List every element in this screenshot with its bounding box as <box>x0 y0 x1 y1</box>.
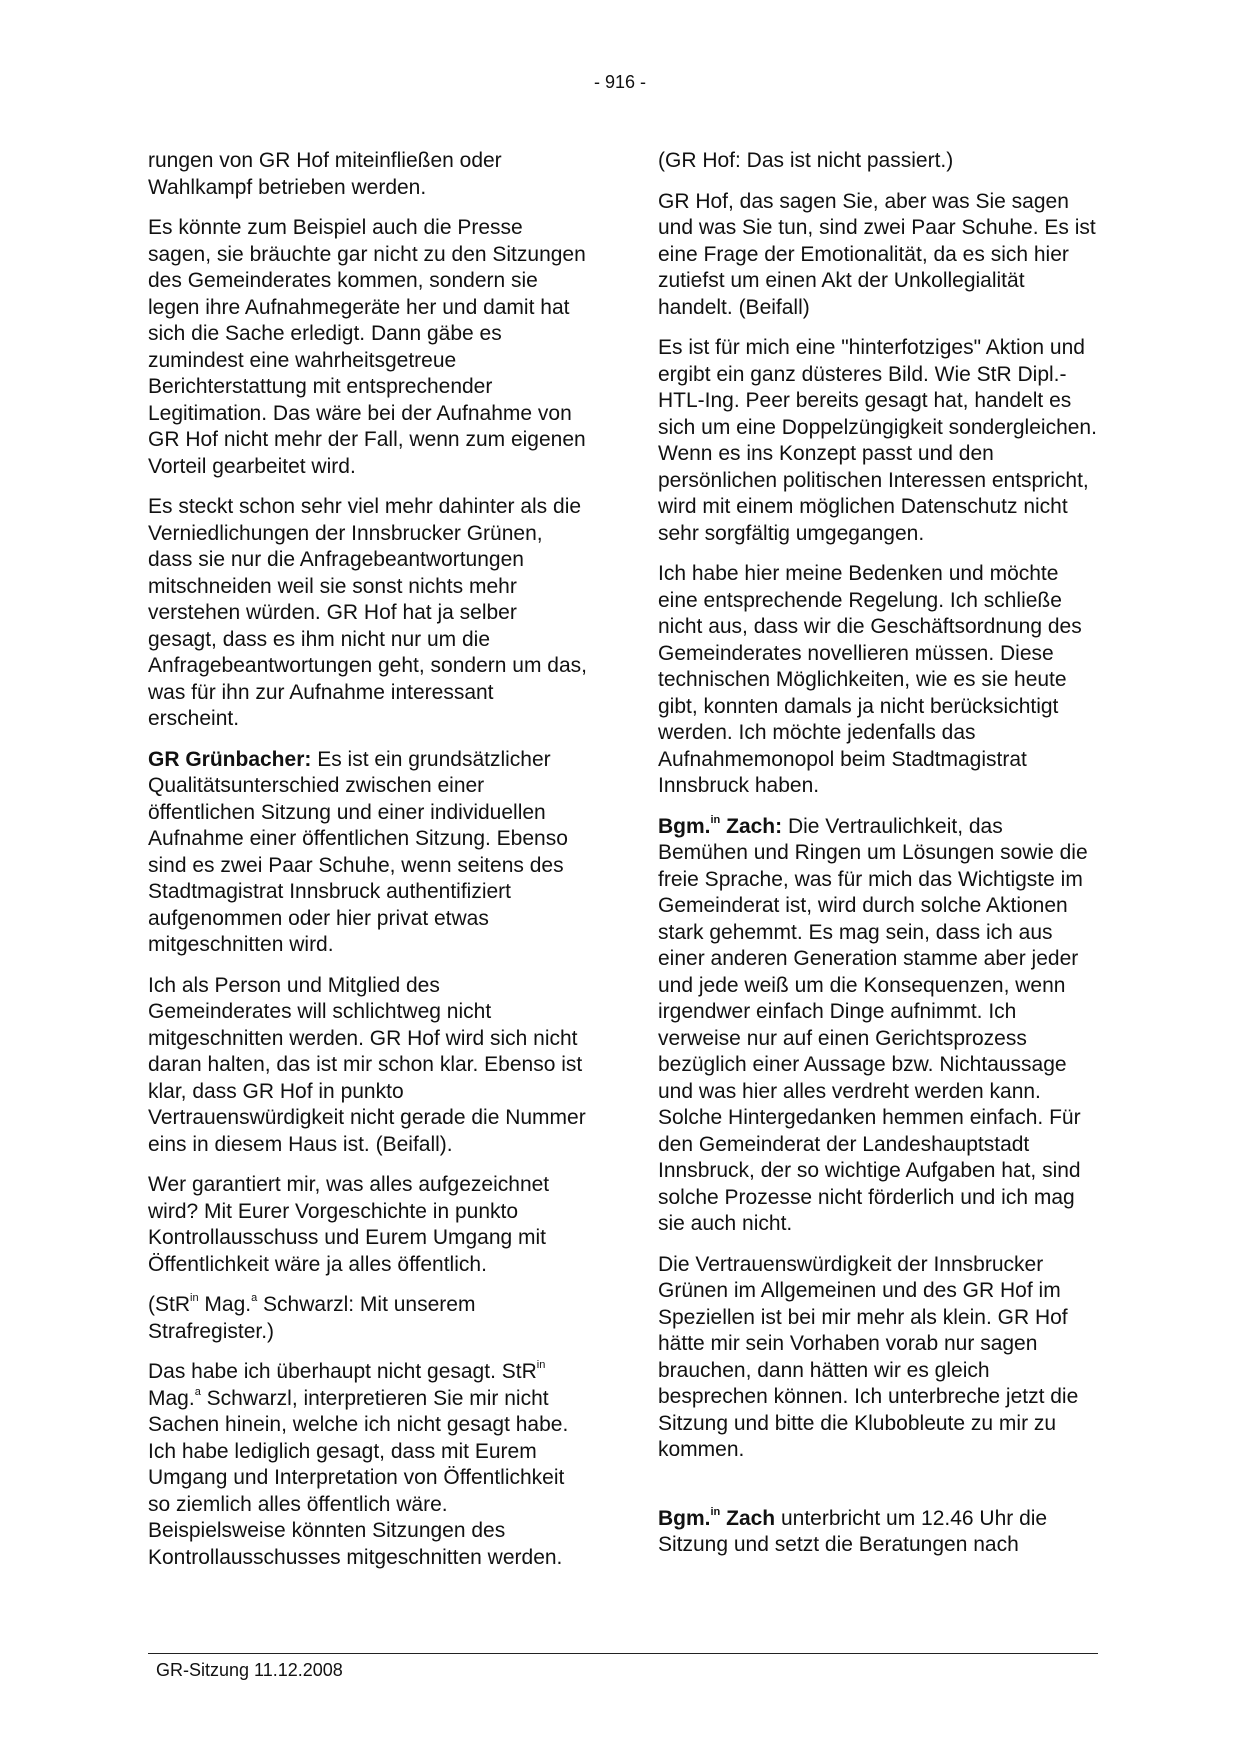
speaker-name <box>658 815 782 838</box>
paragraph: Die Vertrauenswürdigkeit der Innsbrucker Grünen im Allgemeinen und des GR Hof im Speziellen ist bei mir mehr als klein. GR Hof hätte mir sein Vorhaben vorab nur sagen brauchen, dann hätten wir es gleich besprechen können. Ich unterbreche jetzt die Sitzung und bitte die Klubobleute zu mir zu kommen. <box>658 1252 1079 1461</box>
text-span: Zach <box>720 1506 776 1530</box>
right-column <box>658 148 1098 1573</box>
paragraph: Ich habe hier meine Bedenken und möchte eine entsprechende Regelung. Ich schließe nicht aus, dass wir die Geschäftsordnung des Gemeinderates novellieren müssen. Diese technischen Möglichkeiten, wie es sie heute gibt, konnten damals ja nicht berücksichtigt werden. Ich möchte jedenfalls das Aufnahmemonopol beim Stadtmagistrat Innsbruck haben. <box>658 562 1082 797</box>
speaker-name <box>658 1507 775 1530</box>
paragraph: Es ist für mich eine "hinterfotziges" Aktion und ergibt ein ganz düsteres Bild. Wie StR Dipl.-HTL-Ing. Peer bereits gesagt hat, handelt es sich um eine Doppelzüngigkeit sondergleichen. Wenn es ins Konzept passt und den persönlichen politischen Interessen entspricht, wird mit einem möglichen Datenschutz nicht sehr sorgfältig umgegangen. <box>658 336 1097 545</box>
footer-text: GR-Sitzung 11.12.2008 <box>156 1660 343 1680</box>
superscript: in <box>190 1292 199 1304</box>
paragraph: (GR Hof: Das ist nicht passiert.) <box>658 149 954 172</box>
text-span: Schwarzl: Mit unserem Strafregister.) <box>148 1293 476 1343</box>
superscript: a <box>251 1292 258 1304</box>
text-span: Bgm. <box>658 1506 711 1530</box>
paragraph: Es steckt schon sehr viel mehr dahinter als die Verniedlichungen der Innsbrucker Grünen, dass sie nur die Anfragebeantwortungen mitschneiden weil sie sonst nichts mehr verstehen würden. GR Hof hat ja selber gesagt, dass es ihm nicht nur um die Anfragebeantwortungen geht, sondern um das, was für ihn zur Aufnahme interessant erscheint. <box>148 495 587 730</box>
paragraph: rungen von GR Hof miteinfließen oder Wahlkampf betrieben werden. <box>148 149 502 199</box>
text-span: Bgm. <box>658 814 711 838</box>
paragraph: Es könnte zum Beispiel auch die Presse sagen, sie bräuchte gar nicht zu den Sitzungen des Gemeinderates kommen, sondern sie legen ihre Aufnahmegeräte her und damit hat sich die Sache erledigt. Dann gäbe es zumindest eine wahrheitsgetreue Berichterstattung mit entsprechender Legitimation. Das wäre bei der Aufnahme von GR Hof nicht mehr der Fall, wenn zum eigenen Vorteil gearbeitet wird. <box>148 216 586 478</box>
superscript: a <box>194 1385 201 1398</box>
speech-text: Die Vertraulichkeit, das Bemühen und Ringen um Lösungen sowie die freie Sprache, was für mich das Wichtigste im Gemeinderat ist, wird durch solche Aktionen stark gehemmt. Es mag sein, dass ich aus einer anderen Generation stamme aber jeder und jede weiß um die Konsequenzen, wenn irgendwer einfach Dinge aufnimmt. Ich verweise nur auf einen Gerichtsprozess bezüglich einer Aussage bzw. Nichtaussage und was hier alles verdreht werden kann. Solche Hintergedanken hemmen einfach. Für den Gemeinderat der Landeshauptstadt Innsbruck, der so wichtige Aufgaben hat, sind solche Prozesse nicht förderlich und ich mag sie auch nicht. <box>658 814 1088 1235</box>
paragraph <box>148 1292 588 1345</box>
text-span: Zach: <box>720 814 783 838</box>
footer-divider <box>148 1653 1098 1654</box>
text-span: (StR <box>148 1293 190 1316</box>
superscript: in <box>710 1505 721 1518</box>
page-number: - 916 - <box>593 72 647 92</box>
paragraph: GR Hof, das sagen Sie, aber was Sie sagen und was Sie tun, sind zwei Paar Schuhe. Es ist eine Frage der Emotionalität, da es sich hier zutiefst um einen Akt der Unkollegialität handelt. (Beifall) <box>658 189 1096 319</box>
paragraph: Ich als Person und Mitglied des Gemeinderates will schlichtweg nicht mitgeschnitten werden. GR Hof wird sich nicht daran halten, das ist mir schon klar. Ebenso ist klar, dass GR Hof in punkto Vertrauenswürdigkeit nicht gerade die Nummer eins in diesem Haus ist. (Beifall). <box>148 973 586 1156</box>
text-span: Mag. <box>198 1293 252 1316</box>
speaker-name: GR Grünbacher: <box>148 747 312 771</box>
paragraph <box>148 747 588 959</box>
text-span: Schwarzl, interpretieren Sie mir nicht Sachen hinein, welche ich nicht gesagt habe. Ich habe lediglich gesagt, dass mit Eurem Umgang und Interpretation von Öffentlichkeit so ziemlich alles öffentlich wäre. Beispielsweise könnten Sitzungen des Kontrollausschusses mitgeschnitten werden. <box>148 1386 569 1569</box>
text-span: Mag. <box>148 1386 195 1410</box>
paragraph <box>658 1506 1098 1559</box>
superscript: in <box>710 813 721 826</box>
superscript: in <box>536 1359 546 1371</box>
paragraph <box>658 814 1098 1238</box>
text-span: Das habe ich überhaupt nicht gesagt. StR <box>148 1360 537 1383</box>
speech-text: unterbricht um 12.46 Uhr die Sitzung und setzt die Beratungen nach <box>658 1506 1048 1556</box>
left-column <box>148 148 588 1585</box>
paragraph <box>148 1359 588 1571</box>
speech-text: Es ist ein grundsätzlicher Qualitätsunterschied zwischen einer öffentlichen Sitzung und einer individuellen Aufnahme einer öffentlichen Sitzung. Ebenso sind es zwei Paar Schuhe, wenn seitens des Stadtmagistrat Innsbruck authentifiziert aufgenommen oder hier privat etwas mitgeschnitten wird. <box>148 747 568 956</box>
paragraph: Wer garantiert mir, was alles aufgezeichnet wird? Mit Eurer Vorgeschichte in punkto Kontrollausschuss und Eurem Umgang mit Öffentlichkeit wäre ja alles öffentlich. <box>148 1173 550 1276</box>
